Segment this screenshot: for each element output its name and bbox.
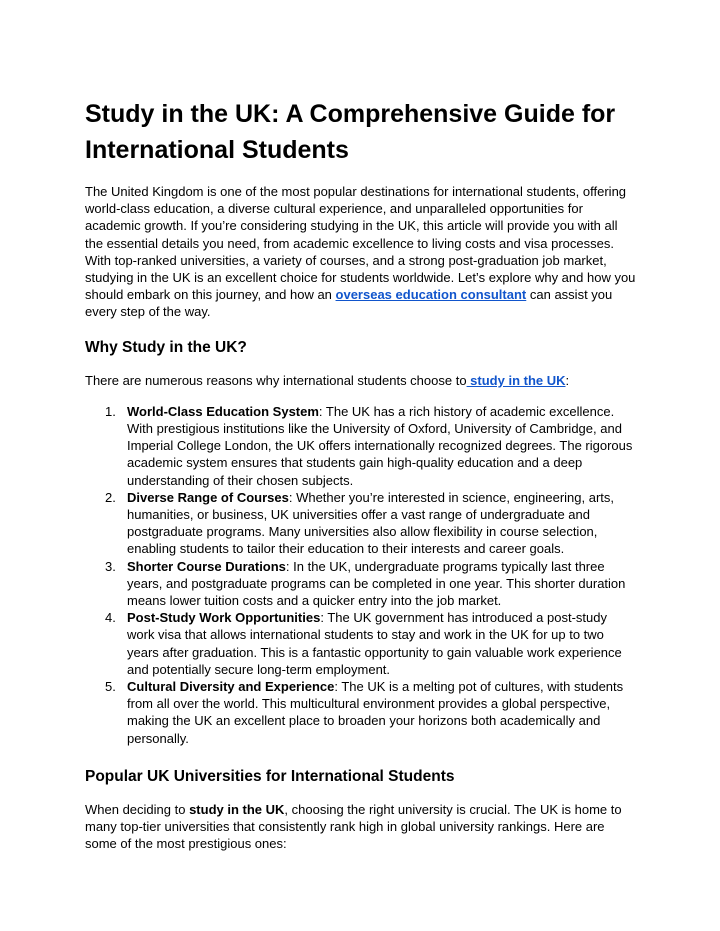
intro-text: The United Kingdom is one of the most popular destinations for international students, offering world-class education, a diverse cultural experience, and unparalleled opportunities for academic growth. If you’re considering studying in the UK, this article will provide you with all the essential details you need, from academic excellence to living costs and visa processes. With top-ranked universities, a variety of courses, and a strong post-graduation job market, studying in the UK is an excellent choice for students worldwide. Let’s explore why and how you should embark on this journey, and how an bbox=[85, 184, 636, 303]
list-item bbox=[85, 489, 637, 558]
list-item-body: : Whether you’re interested in science, engineering, arts, humanities, or business, UK universities offer a vast range of undergraduate and postgraduate programs. Many universities also allow flexibility in course selection, enabling students to tailor their education to their interests and career goals. bbox=[127, 489, 615, 557]
intro-text-end: can assist you every step of the way. bbox=[85, 287, 613, 320]
list-item-number: 1. bbox=[105, 403, 116, 419]
study-in-uk-link[interactable]: study in the UK bbox=[466, 372, 566, 388]
list-item bbox=[85, 558, 637, 610]
list-item-heading: Post-Study Work Opportunities bbox=[127, 610, 321, 626]
list-item-body: : The UK has a rich history of academic excellence. With prestigious institutions like the University of Oxford, University of Cambridge, and Imperial College London, the UK offers internationally recognized degrees. The rigorous academic system ensures that students gain high-quality education and a deep understanding of their chosen subjects. bbox=[127, 403, 633, 488]
reasons-intro-paragraph bbox=[85, 372, 637, 389]
list-item-number: 4. bbox=[105, 610, 116, 626]
reasons-intro-colon: : bbox=[565, 372, 570, 388]
list-item-body: : In the UK, undergraduate programs typically last three years, and postgraduate programs can be completed in one year. This shorter duration means lower tuition costs and a quicker entry into the job market. bbox=[127, 558, 626, 609]
list-item-heading: World-Class Education System bbox=[127, 403, 319, 419]
popular-intro-bold: study in the UK bbox=[189, 801, 285, 817]
list-item-body: : The UK government has introduced a post-study work visa that allows international students to stay and work in the UK for up to two years after graduation. This is a fantastic opportunity to gain valuable work experience and potentially secure long-term employment. bbox=[127, 610, 622, 677]
list-item bbox=[85, 403, 637, 489]
popular-intro-paragraph bbox=[85, 801, 637, 853]
list-item-heading: Shorter Course Durations bbox=[127, 558, 286, 574]
overseas-education-consultant-link[interactable]: overseas education consultant bbox=[335, 287, 527, 303]
list-item-heading: Diverse Range of Courses bbox=[127, 489, 289, 505]
list-item-number: 2. bbox=[105, 489, 116, 505]
document-page bbox=[85, 96, 637, 853]
list-item bbox=[85, 609, 637, 678]
list-item-body: : The UK is a melting pot of cultures, with students from all over the world. This multicultural environment provides a global perspective, making the UK an excellent place to broaden your horizons both academically and personally. bbox=[127, 679, 624, 746]
intro-paragraph bbox=[85, 183, 637, 321]
popular-universities-heading: Popular UK Universities for International Students bbox=[85, 767, 455, 785]
reasons-list bbox=[85, 403, 637, 747]
list-item-number: 5. bbox=[105, 679, 116, 695]
popular-intro-text: When deciding to bbox=[85, 801, 190, 817]
list-item bbox=[85, 678, 637, 747]
list-item-heading: Cultural Diversity and Experience bbox=[127, 679, 335, 695]
why-study-heading: Why Study in the UK? bbox=[85, 338, 247, 356]
page-title: Study in the UK: A Comprehensive Guide for International Students bbox=[85, 100, 616, 164]
reasons-intro-text: There are numerous reasons why international students choose to bbox=[85, 372, 467, 388]
popular-intro-text-end: , choosing the right university is crucial. The UK is home to many top-tier universities that consistently rank high in global university rankings. Here are some of the most prestigious ones: bbox=[85, 801, 622, 852]
list-item-number: 3. bbox=[105, 558, 116, 574]
